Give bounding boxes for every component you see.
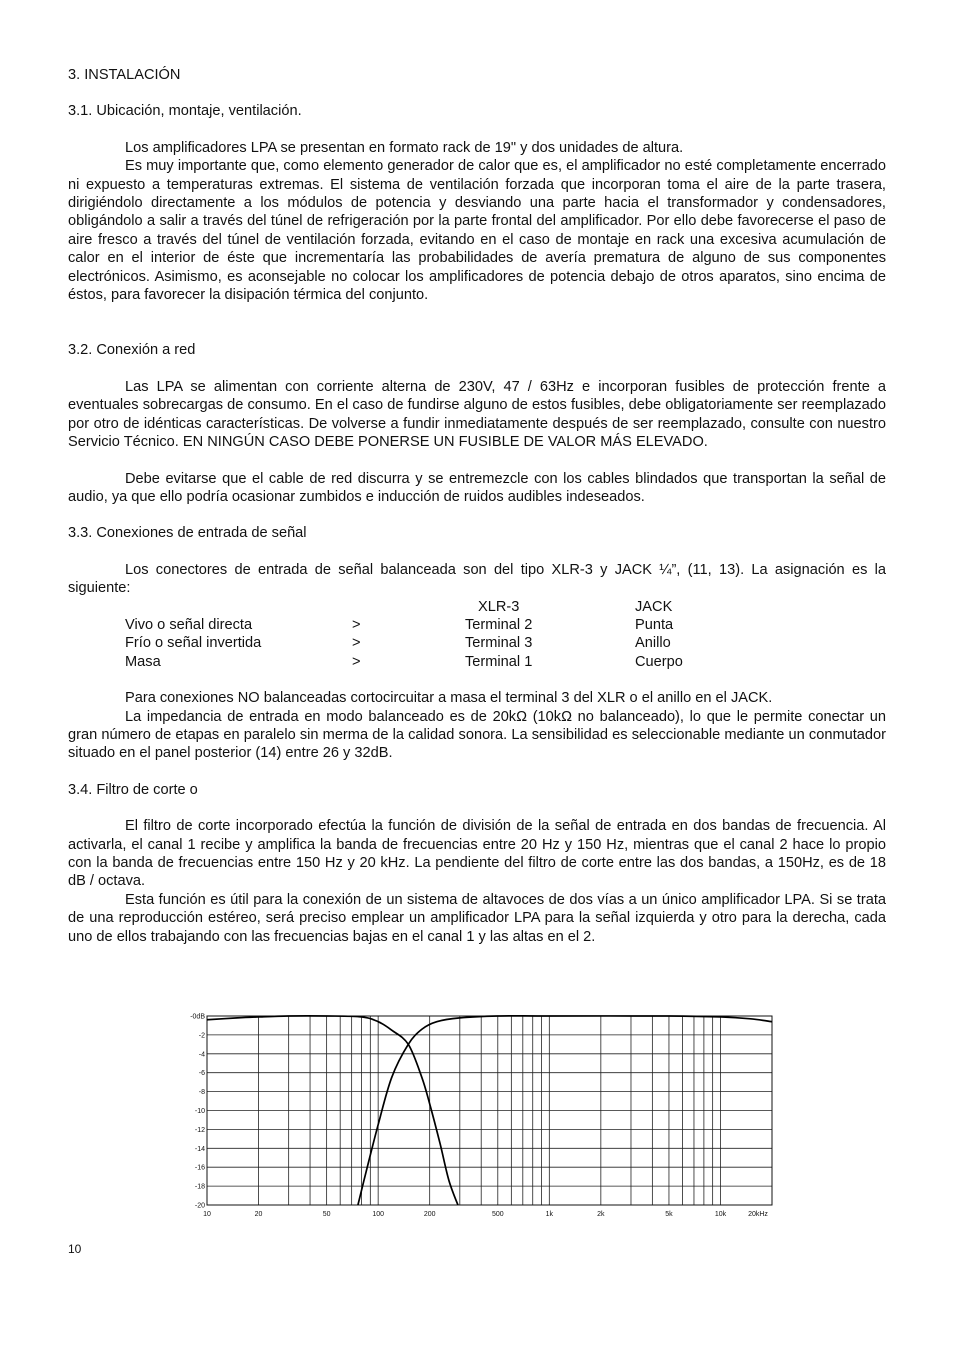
paragraph-3-4-b: Esta función es útil para la conexión de un sistema de altavoces de dos vías a un único amplificador LPA. Si se trata de una reproducción estéreo, será preciso emplear un amplificador LPA para la señal izquierda y otro para la derecha, cada uno de ellos trabajando con las frecuencias bajas en el canal 1 y las altas en el 2. <box>68 891 886 945</box>
y-tick-label: -0dB <box>190 1013 205 1021</box>
paragraph-3-4-a: El filtro de corte incorporado efectúa la función de división de la señal de entrada en dos bandas de frecuencia. Al activarla, el canal 1 recibe y amplifica la banda de frecuencias entre 20 Hz y 150 Hz, mientras que el canal 2 hace lo propio con la banda de frecuencias entre 150 Hz y 20 kHz. La pendiente del filtro de corte entre las dos bandas, a 150Hz, es de 18 dB / octava. <box>68 818 886 890</box>
y-tick-label: -16 <box>194 1164 205 1172</box>
jack-cell: Anillo <box>635 635 671 652</box>
header-jack: JACK <box>635 598 673 615</box>
jack-cell: Cuerpo <box>635 653 683 670</box>
signal-cell: Vivo o señal directa <box>125 616 253 633</box>
paragraph-3-3-a: Los conectores de entrada de señal balanceada son del tipo XLR-3 y JACK ¼”, (11, 13). La asignación es la siguiente: <box>68 561 886 597</box>
high-pass-curve <box>357 1016 772 1210</box>
x-tick-label: 50 <box>322 1211 331 1218</box>
y-tick-label: -10 <box>194 1108 205 1115</box>
paragraph-3-2-b: Debe evitarse que el cable de red discurra y se entremezcle con los cables blindados que transportan la señal de audio, ya que ello podría ocasionar zumbidos e inducción de ruidos audibles indeseados. <box>68 470 886 505</box>
xlr-cell: Terminal 3 <box>465 635 533 652</box>
x-tick-label: 1k <box>545 1211 554 1218</box>
x-tick-label: 2k <box>597 1211 605 1218</box>
paragraph-3-3-b: Para conexiones NO balanceadas cortocircuitar a masa el terminal 3 del XLR o el anillo en el JACK. <box>125 690 773 707</box>
x-tick-label: 10k <box>714 1211 727 1218</box>
subsection-title-3-1: 3.1. Ubicación, montaje, ventilación. <box>68 103 302 120</box>
x-tick-label: 20kHz <box>748 1211 768 1218</box>
y-tick-label: -4 <box>198 1051 205 1059</box>
signal-cell: Masa <box>125 653 161 670</box>
y-tick-label: -20 <box>194 1202 205 1210</box>
y-tick-label: -8 <box>198 1089 205 1097</box>
subsection-title-3-3: 3.3. Conexiones de entrada de señal <box>68 525 307 542</box>
subsection-title-3-4: 3.4. Filtro de corte o <box>68 781 198 798</box>
x-tick-label: 10 <box>203 1211 211 1218</box>
section-title: 3. INSTALACIÓN <box>68 67 181 83</box>
paragraph-3-1-a: Los amplificadores LPA se presentan en formato rack de 19" y dos unidades de altura. <box>125 139 684 156</box>
y-tick-label: -12 <box>194 1126 205 1134</box>
low-pass-curve <box>207 1016 460 1210</box>
paragraph-3-1-b: Es muy importante que, como elemento generador de calor que es, el amplificador no esté completamente encerrado ni expuesto a temperaturas extremas. El sistema de ventilación forzada que incorporan toma el aire de la parte trasera, dirigiéndolo directamente a los módulos de potencia y desviando una parte hacia el transformador y condensadores, obligándolo a salir a través del túnel de refrigeración por la parte frontal del amplificador. Por ello debe favorecerse el paso de aire fresco a través del túnel de ventilación forzada, evitando en el caso de montaje en rack una excesiva acumulación de calor en el interior de éste que incrementaría las probabilidades de avería prematura de alguno de sus componentes electrónicos. Asimismo, es aconsejable no colocar los amplificadores de potencia debajo de otros aparatos, sino encima de éstos, para favorecer la disipación térmica del conjunto. <box>68 158 886 304</box>
x-tick-label: 500 <box>491 1211 504 1218</box>
x-tick-label: 100 <box>372 1211 385 1218</box>
x-tick-label: 20 <box>254 1211 263 1218</box>
xlr-cell: Terminal 1 <box>465 653 533 670</box>
subsection-title-3-2: 3.2. Conexión a red <box>68 342 196 359</box>
header-xlr3: XLR-3 <box>478 598 520 615</box>
page-number: 10 <box>68 1242 82 1256</box>
jack-cell: Punta <box>635 616 674 633</box>
xlr-cell: Terminal 2 <box>465 616 533 633</box>
paragraph-3-3-c: La impedancia de entrada en modo balanceado es de 20kΩ (10kΩ no balanceado), lo que le permite conectar un gran número de etapas en paralelo sin merma de la calidad sonora. La sensibilidad es seleccionable mediante un conmutador situado en el panel posterior (14) entre 26 y 32dB. <box>68 708 886 762</box>
arrow-cell: > <box>352 653 361 670</box>
y-tick-label: -6 <box>198 1070 205 1078</box>
y-tick-label: -14 <box>194 1145 205 1153</box>
arrow-cell: > <box>352 616 361 633</box>
arrow-cell: > <box>352 635 361 652</box>
y-tick-label: -18 <box>194 1183 205 1191</box>
y-tick-label: -2 <box>198 1032 205 1040</box>
paragraph-3-2-a: Las LPA se alimentan con corriente alterna de 230V, 47 / 63Hz e incorporan fusibles de protección frente a eventuales sobrecargas de consumo. En el caso de fundirse alguno de estos fusibles, debe obligatoriamente ser reemplazado por otro de idénticas características. De volverse a fundir inmediatamente después de ser reemplazado, consulte con nuestro Servicio Técnico. EN NINGÚN CASO DEBE PONERSE UN FUSIBLE DE VALOR MÁS ELEVADO. <box>68 378 886 451</box>
x-tick-label: 5k <box>665 1211 673 1218</box>
x-tick-label: 200 <box>423 1211 436 1218</box>
signal-cell: Frío o señal invertida <box>125 635 262 652</box>
